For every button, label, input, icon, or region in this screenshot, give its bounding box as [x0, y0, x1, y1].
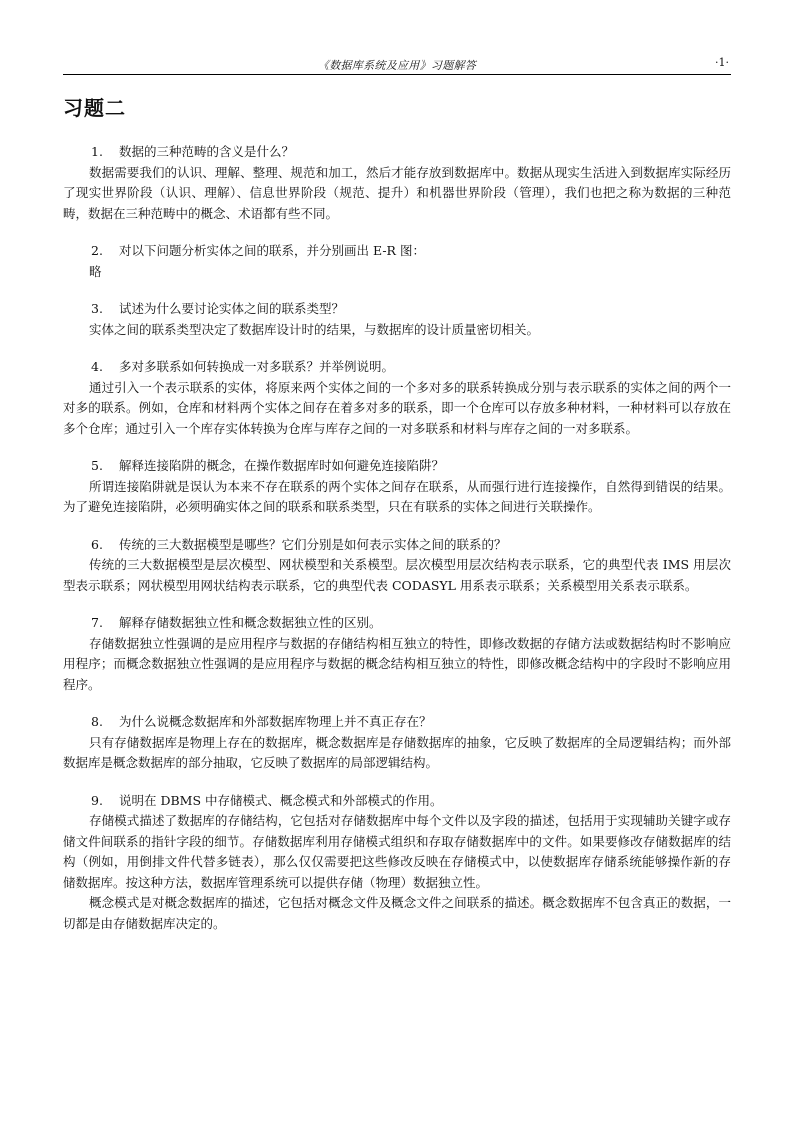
- question-text: [91, 299, 731, 320]
- question-label: 解释连接陷阱的概念，在操作数据库时如何避免连接陷阱？: [119, 458, 445, 473]
- question-list: [63, 142, 731, 951]
- question-number: 7.: [91, 615, 103, 630]
- question-label: 说明在 DBMS 中存储模式、概念模式和外部模式的作用。: [119, 792, 443, 808]
- section-title: 习题二: [63, 96, 126, 120]
- question-block: [63, 535, 731, 597]
- question-number: 8.: [91, 714, 103, 729]
- question-text: [91, 142, 731, 163]
- answer-paragraph: 存储数据独立性强调的是应用程序与数据的存储结构相互独立的特性，即修改数据的存储方法或数据结构时不影响应用程序；而概念数据独立性强调的是应用程序与数据的概念结构相互独立的特性，即修改概念结构中的字段时不影响应用程序。: [63, 635, 731, 692]
- question-label: 传统的三大数据模型是哪些？它们分别是如何表示实体之间的联系的？: [119, 536, 507, 552]
- question-number: 2.: [91, 243, 103, 258]
- question-text: [91, 456, 731, 477]
- question-number: 4.: [91, 359, 103, 374]
- answer-paragraph: 概念模式是对概念数据库的描述，它包括对概念文件及概念文件之间联系的描述。概念数据库不包含真正的数据，一切都是由存储数据库决定的。: [63, 895, 731, 931]
- page-number: ·1·: [715, 56, 729, 69]
- answer-paragraph: 实体之间的联系类型决定了数据库设计时的结果，与数据库的设计质量密切相关。: [89, 321, 540, 337]
- question-text: [91, 712, 731, 733]
- answer-paragraph: 只有存储数据库是物理上存在的数据库，概念数据库是存储数据库的抽象，它反映了数据库的全局逻辑结构；而外部数据库是概念数据库的部分抽取，它反映了数据库的局部逻辑结构。: [63, 734, 731, 770]
- answer-paragraph: 传统的三大数据模型是层次模型、网状模型和关系模型。层次模型用层次结构表示联系，它的典型代表 IMS 用层次型表示联系；网状模型用网状结构表示联系，它的典型代表 CODASYL 用系表示联系；关系模型用关系表示联系。: [63, 557, 731, 593]
- question-number: 1.: [91, 144, 103, 159]
- answer-paragraph: 数据需要我们的认识、理解、整理、规范和加工，然后才能存放到数据库中。数据从现实生活进入到数据库实际经历了现实世界阶段（认识、理解）、信息世界阶段（规范、提升）和机器世界阶段（管理），我们也把之称为数据的三种范畴，数据在三种范畴中的概念、术语都有些不同。: [63, 164, 731, 221]
- question-number: 6.: [91, 536, 103, 552]
- answer-paragraph: 所谓连接陷阱就是误认为本来不存在联系的两个实体之间存在联系，从而强行进行连接操作，自然得到错误的结果。为了避免连接陷阱，必须明确实体之间的联系和联系类型，只在有联系的实体之间进行关联操作。: [63, 478, 731, 514]
- question-block: [63, 241, 731, 282]
- question-label: 数据的三种范畴的含义是什么？: [119, 144, 295, 159]
- question-block: [63, 142, 731, 224]
- question-label: 试述为什么要讨论实体之间的联系类型？: [119, 301, 345, 316]
- question-text: [91, 613, 731, 634]
- answer-paragraph: 存储模式描述了数据库的存储结构，它包括对存储数据库中每个文件以及字段的描述，包括用于实现辅助关键字或存储文件间联系的指针字段的细节。存储数据库利用存储模式组织和存取存储数据库中的文件。如果要修改存储数据库的结构（例如，用倒排文件代替多链表），那么仅仅需要把这些修改反映在存储模式中，以使数据库存储系统能够操作新的存储数据库。按这种方法，数据库管理系统可以提供存储（物理）数据独立性。: [63, 813, 731, 890]
- page-header: [63, 56, 731, 75]
- question-label: 多对多联系如何转换成一对多联系？并举例说明。: [119, 359, 395, 374]
- answer-paragraph: 略: [89, 263, 102, 279]
- question-block: [63, 613, 731, 695]
- question-block: [63, 456, 731, 518]
- question-block: [63, 357, 731, 439]
- question-block: [63, 299, 731, 340]
- question-number: 5.: [91, 458, 103, 473]
- question-text: [91, 791, 731, 812]
- question-number: 3.: [91, 301, 103, 316]
- question-text: [91, 535, 731, 556]
- header-title: 《数据库系统及应用》习题解答: [317, 59, 477, 72]
- answer-paragraph: 通过引入一个表示联系的实体，将原来两个实体之间的一个多对多的联系转换成分别与表示联系的实体之间的两个一对多的联系。例如，仓库和材料两个实体之间存在着多对多的联系，即一个仓库可以存放多种材料，一种材料可以存放在多个仓库；通过引入一个库存实体转换为仓库与库存之间的一对多联系和材料与库存之间的一对多联系。: [63, 379, 731, 436]
- question-number: 9.: [91, 792, 103, 808]
- question-label: 对以下问题分析实体之间的联系，并分别画出 E-R 图：: [119, 243, 425, 258]
- question-text: [91, 357, 731, 378]
- question-label: 解释存储数据独立性和概念数据独立性的区别。: [119, 615, 382, 630]
- question-label: 为什么说概念数据库和外部数据库物理上并不真正存在？: [119, 714, 432, 729]
- question-block: [63, 712, 731, 774]
- question-text: [91, 241, 731, 262]
- question-block: [63, 791, 731, 935]
